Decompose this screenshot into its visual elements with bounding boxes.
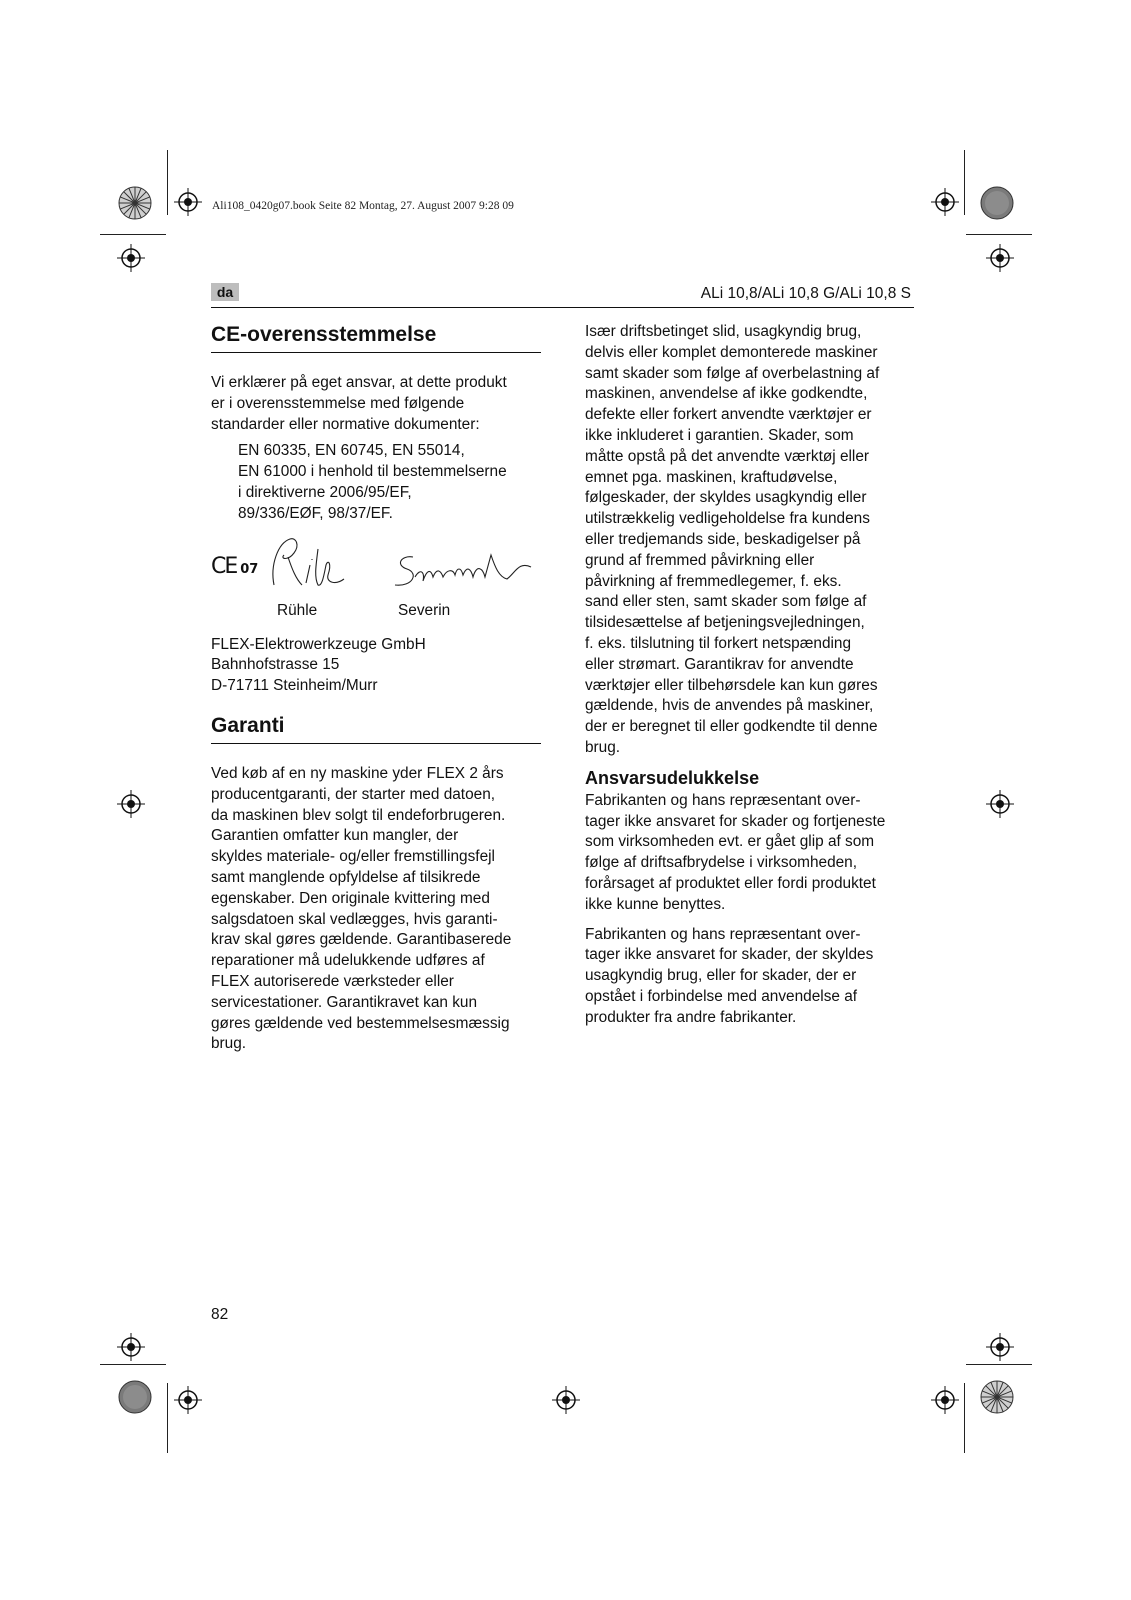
crosshair-mark-icon <box>552 1386 580 1414</box>
text-line: utilstrækkelig vedligeholdelse fra kundens <box>585 510 870 528</box>
text-line: usagkyndig brug, eller for skader, der er <box>585 967 857 985</box>
text-line: Ved køb af en ny maskine yder FLEX 2 års <box>211 764 504 782</box>
text-line: følgeskader, der skyldes usagkyndig eller <box>585 489 867 507</box>
signature-block <box>211 539 541 599</box>
liability-paragraph-1 <box>585 791 920 916</box>
text-line: FLEX autoriserede værksteder eller <box>211 972 454 990</box>
text-line: salgsdatoen skal vedlægges, hvis garanti- <box>211 910 498 928</box>
ce-year: 07 <box>240 561 259 577</box>
text-line: måtte opstå på det anvendte værktøj eller <box>585 447 870 465</box>
starburst-mark-icon <box>118 186 152 220</box>
text-line: ikke kunne benyttes. <box>585 895 726 913</box>
text-line: krav skal gøres gældende. Garantibaserede <box>211 931 512 949</box>
signatory-names <box>211 601 541 631</box>
crop-line <box>966 1364 1032 1365</box>
crosshair-mark-icon <box>986 1333 1014 1361</box>
text-line: værktøjer eller tilbehørsdele kan kun gøres <box>585 676 878 694</box>
signature-severin-image <box>391 547 541 597</box>
crop-line <box>964 1383 965 1453</box>
text-line: forårsaget af produktet eller fordi produktet <box>585 874 876 892</box>
text-line: da maskinen blev solgt til endeforbrugeren. <box>211 806 506 824</box>
text-line: Især driftsbetinget slid, usagkyndig brug, <box>585 323 862 340</box>
text-line: brug. <box>211 1035 247 1053</box>
text-line: EN 60335, EN 60745, EN 55014, <box>238 442 465 460</box>
text-line: maskinen, anvendelse af ikke godkendte, <box>585 385 868 403</box>
text-line: egenskaber. Den originale kvittering med <box>211 889 490 907</box>
garanti-section-title: Garanti <box>211 713 541 744</box>
text-line: brug. <box>585 738 621 756</box>
text-line: tager ikke ansvaret for skader, der skyldes <box>585 946 874 964</box>
ce-standards-list <box>211 441 541 524</box>
text-line: standarder eller normative dokumenter: <box>211 415 480 433</box>
language-badge: da <box>211 283 239 301</box>
text-line: påvirkning af fremmedlegemer, f. eks. <box>585 572 842 590</box>
ce-intro <box>211 373 541 435</box>
text-line: 89/336/EØF, 98/37/EF. <box>238 504 393 522</box>
text-line: producentgaranti, der starter med datoen, <box>211 785 496 803</box>
crosshair-mark-icon <box>931 1386 959 1414</box>
crop-line <box>100 234 166 235</box>
grey-circle-mark-icon <box>118 1380 152 1414</box>
crosshair-mark-icon <box>174 188 202 216</box>
crosshair-mark-icon <box>174 1386 202 1414</box>
text-line: D-71711 Steinheim/Murr <box>211 677 378 695</box>
model-name: ALi 10,8/ALi 10,8 G/ALi 10,8 S <box>700 285 911 302</box>
crosshair-mark-icon <box>117 790 145 818</box>
company-address <box>211 635 541 697</box>
ce-mark-text: CE <box>211 553 237 579</box>
crosshair-mark-icon <box>986 790 1014 818</box>
text-line: eller tredjemands side, beskadigelser på <box>585 530 861 548</box>
text-line: Fabrikanten og hans repræsentant over- <box>585 925 861 943</box>
text-line: følge af driftsafbrydelse i virksomheden, <box>585 854 858 872</box>
liability-paragraph-2 <box>585 925 920 1029</box>
right-column <box>585 316 920 1029</box>
text-line: produkter fra andre fabrikanter. <box>585 1008 797 1026</box>
text-line: tager ikke ansvaret for skader og fortjeneste <box>585 812 886 830</box>
crop-line <box>100 1364 166 1365</box>
text-line: gældende, hvis de anvendes på maskiner, <box>585 697 874 715</box>
left-column <box>211 316 541 1055</box>
text-line: der er beregnet til eller godkendte til denne <box>585 718 878 736</box>
text-line: samt manglende opfyldelse af tilsikrede <box>211 868 481 886</box>
garanti-text <box>211 764 541 1055</box>
text-line: opstået i forbindelse med anvendelse af <box>585 987 858 1005</box>
ce-section-title: CE-overensstemmelse <box>211 322 541 353</box>
text-line: emnet pga. maskinen, kraftudøvelse, <box>585 468 838 486</box>
text-line: delvis eller komplet demonterede maskiner <box>585 343 878 361</box>
text-line: servicestationer. Garantikravet kan kun <box>211 993 478 1011</box>
text-line: er i overensstemmelse med følgende <box>211 394 465 412</box>
signatory-2: Severin <box>398 601 451 619</box>
text-line: gøres gældende ved bestemmelsesmæssig <box>211 1014 510 1032</box>
crosshair-mark-icon <box>931 188 959 216</box>
crop-line <box>167 150 168 215</box>
text-line: tilsidesættelse af betjeningsvejledningen, <box>585 614 865 632</box>
text-line: sand eller sten, samt skader som følge af <box>585 593 867 611</box>
text-line: i direktiverne 2006/95/EF, <box>238 483 412 501</box>
crosshair-mark-icon <box>117 1333 145 1361</box>
crosshair-mark-icon <box>986 244 1014 272</box>
text-line: EN 61000 i henhold til bestemmelserne <box>238 463 507 481</box>
text-line: reparationer må udelukkende udføres af <box>211 952 485 970</box>
print-file-info: Ali108_0420g07.book Seite 82 Montag, 27. August 2007 9:28 09 <box>212 200 514 212</box>
liability-section-title: Ansvarsudelukkelse <box>585 767 760 788</box>
text-line: Fabrikanten og hans repræsentant over- <box>585 791 861 809</box>
starburst-mark-icon <box>980 1380 1014 1414</box>
crop-line <box>966 234 1032 235</box>
text-line: som virksomheden evt. er gået glip af som <box>585 833 875 851</box>
text-line: Garantien omfatter kun mangler, der <box>211 827 459 845</box>
ce-mark-icon <box>211 553 259 581</box>
text-line: eller strømart. Garantikrav for anvendte <box>585 655 854 673</box>
garanti-exclusions-text <box>585 322 920 759</box>
text-line: ikke inkluderet i garantien. Skader, som <box>585 426 854 444</box>
grey-circle-mark-icon <box>980 186 1014 220</box>
crop-line <box>964 150 965 215</box>
text-line: f. eks. tilslutning til forkert netspænding <box>585 634 852 652</box>
page-number: 82 <box>211 1306 229 1323</box>
text-line: skyldes materiale- og/eller fremstillingsfejl <box>211 848 495 866</box>
text-line: Vi erklærer på eget ansvar, at dette produkt <box>211 374 507 391</box>
text-line: samt skader som følge af overbelastning af <box>585 364 880 382</box>
crosshair-mark-icon <box>117 244 145 272</box>
text-line: grund af fremmed påvirkning eller <box>585 551 815 569</box>
crop-line <box>167 1383 168 1453</box>
text-line: defekte eller forkert anvendte værktøjer er <box>585 406 872 424</box>
text-line: Bahnhofstrasse 15 <box>211 656 340 674</box>
header-divider <box>211 307 914 308</box>
text-line: FLEX-Elektrowerkzeuge GmbH <box>211 635 426 653</box>
signatory-1: Rühle <box>277 601 318 619</box>
signature-ruehle-image <box>266 535 366 595</box>
